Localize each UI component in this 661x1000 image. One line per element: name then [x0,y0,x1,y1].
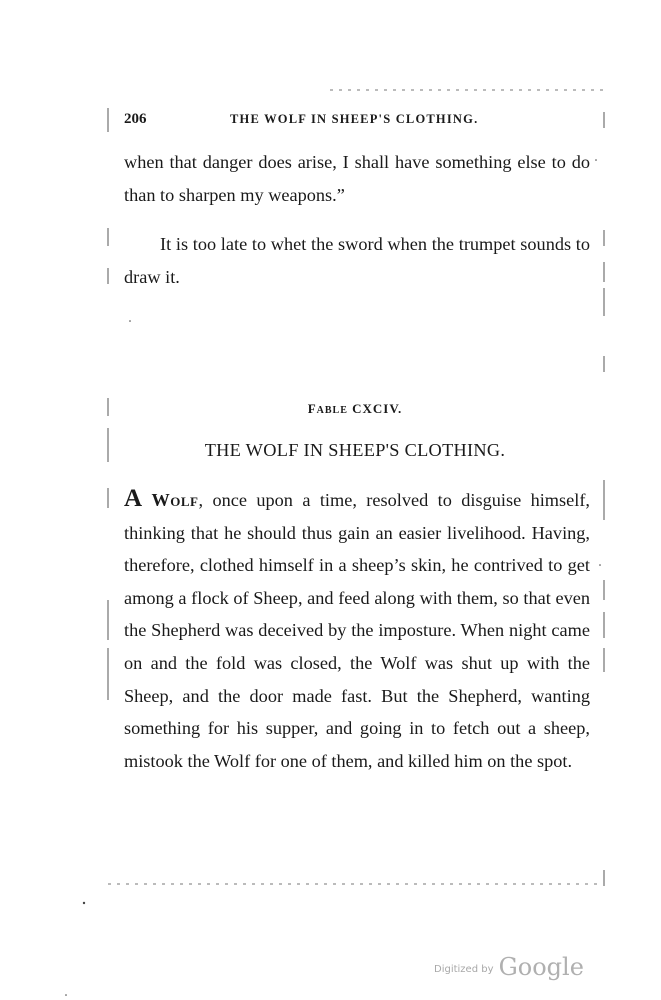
fable-title: THE WOLF IN SHEEP'S CLOTHING. [204,440,506,460]
fable-body-text: , once upon a time, resolved to disguise himself, thinking that he should thus gain an easier livelihood. Having, therefore, clothed himself in a sheep’s skin, he contrived to get among a flock of Sheep, and feed along with them, so that even the Shepherd was deceived by the imposture. When night came on and the fold was closed, the Wolf was shut up with the Sheep, and the door made fast. But the Shepherd, wanting something for his supper, and going in to fetch out a sheep, mistook the Wolf for one of them, and killed him on the spot. [124,490,590,771]
fable-body-paragraph [124,483,590,777]
fable-number-prefix-rest: ABLE [316,405,348,416]
running-head [122,111,588,131]
google-logo: Google [498,953,584,981]
page-number: 206 [124,111,147,127]
fable-number [0,401,661,417]
continuation-paragraph: when that danger does arise, I shall have something else to do than to sharpen my weapons.” [124,152,590,205]
drop-cap: A [124,485,143,512]
google-watermark [434,953,584,981]
fable-opening-word: Wolf [151,490,199,510]
moral-paragraph: It is too late to whet the sword when the trumpet sounds to draw it. [124,234,590,287]
fable-number-roman: CXCIV. [352,401,403,416]
fable-number-prefix-cap: F [307,401,317,416]
digitized-by-label: Digitized by [434,964,494,975]
running-head-title: THE WOLF IN SHEEP'S CLOTHING. [230,112,479,126]
